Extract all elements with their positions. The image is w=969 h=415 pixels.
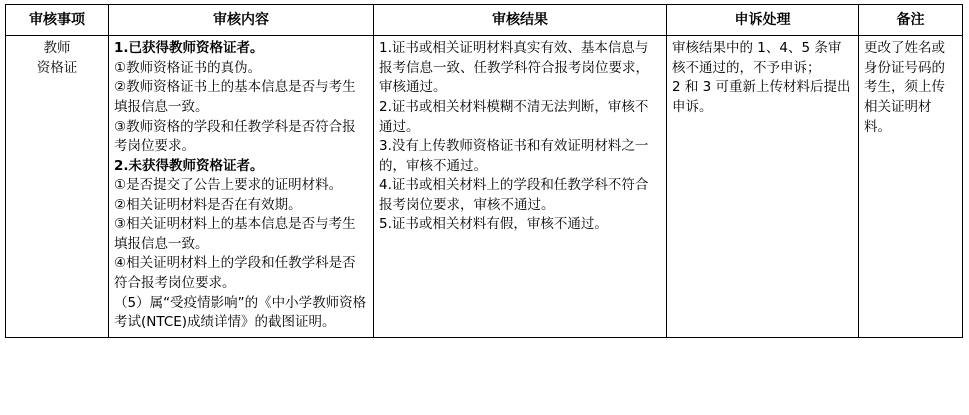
result-item-4: 4.证书或相关材料上的学段和任教学科不符合报考岗位要求，审核不通过。 (379, 177, 649, 213)
cell-audit-result (374, 36, 667, 337)
content-section2-item-5: （5）属“受疫情影响”的《中小学教师资格考试(NTCE)成绩详情》的截图证明。 (114, 294, 367, 331)
appeal-item-1: 审核结果中的 1、4、5 条审核不通过的，不予申诉； (672, 40, 842, 76)
audit-item-line-1: 教师 (43, 40, 71, 57)
audit-table (5, 4, 963, 338)
content-section2-item-4: ④相关证明材料上的学段和任教学科是否符合报考岗位要求。 (114, 255, 356, 292)
table-row (6, 36, 963, 337)
table-header-row (6, 5, 963, 36)
content-section2-item-1: ①是否提交了公告上要求的证明材料。 (114, 177, 343, 194)
result-item-2: 2.证书或相关材料模糊不清无法判断，审核不通过。 (379, 98, 649, 135)
cell-appeal-handling (667, 36, 859, 337)
result-item-1: 1.证书或相关证明材料真实有效、基本信息与报考信息一致、任教学科符合报考岗位要求，审核通过。 (379, 40, 649, 96)
header-appeal-handling: 申诉处理 (667, 5, 859, 36)
content-section1-title: 1.已获得教师资格证者。 (114, 40, 264, 57)
content-section1-item-3: ③教师资格的学段和任教学科是否符合报考岗位要求。 (114, 118, 356, 155)
content-section2-title: 2.未获得教师资格证者。 (114, 157, 264, 174)
appeal-item-2: 2 和 3 可重新上传材料后提出申诉。 (672, 79, 851, 115)
header-audit-item: 审核事项 (6, 5, 109, 36)
header-audit-result: 审核结果 (374, 5, 667, 36)
content-section2-item-2: ②相关证明材料是否在有效期。 (114, 196, 302, 213)
header-audit-content: 审核内容 (109, 5, 374, 36)
header-remark: 备注 (859, 5, 963, 36)
content-section1-item-2: ②教师资格证书上的基本信息是否与考生填报信息一致。 (114, 79, 356, 115)
cell-remark: 更改了姓名或身份证号码的考生，须上传相关证明材料。 (859, 36, 963, 337)
audit-item-line-2: 资格证 (36, 59, 78, 76)
result-item-3: 3.没有上传教师资格证书和有效证明材料之一的，审核不通过。 (379, 138, 649, 174)
result-item-5: 5.证书或相关材料有假，审核不通过。 (379, 216, 608, 233)
cell-audit-item (6, 36, 109, 337)
content-section2-item-3: ③相关证明材料上的基本信息是否与考生填报信息一致。 (114, 216, 356, 252)
cell-audit-content (109, 36, 374, 337)
content-section1-item-1: ①教师资格证书的真伪。 (114, 59, 262, 76)
